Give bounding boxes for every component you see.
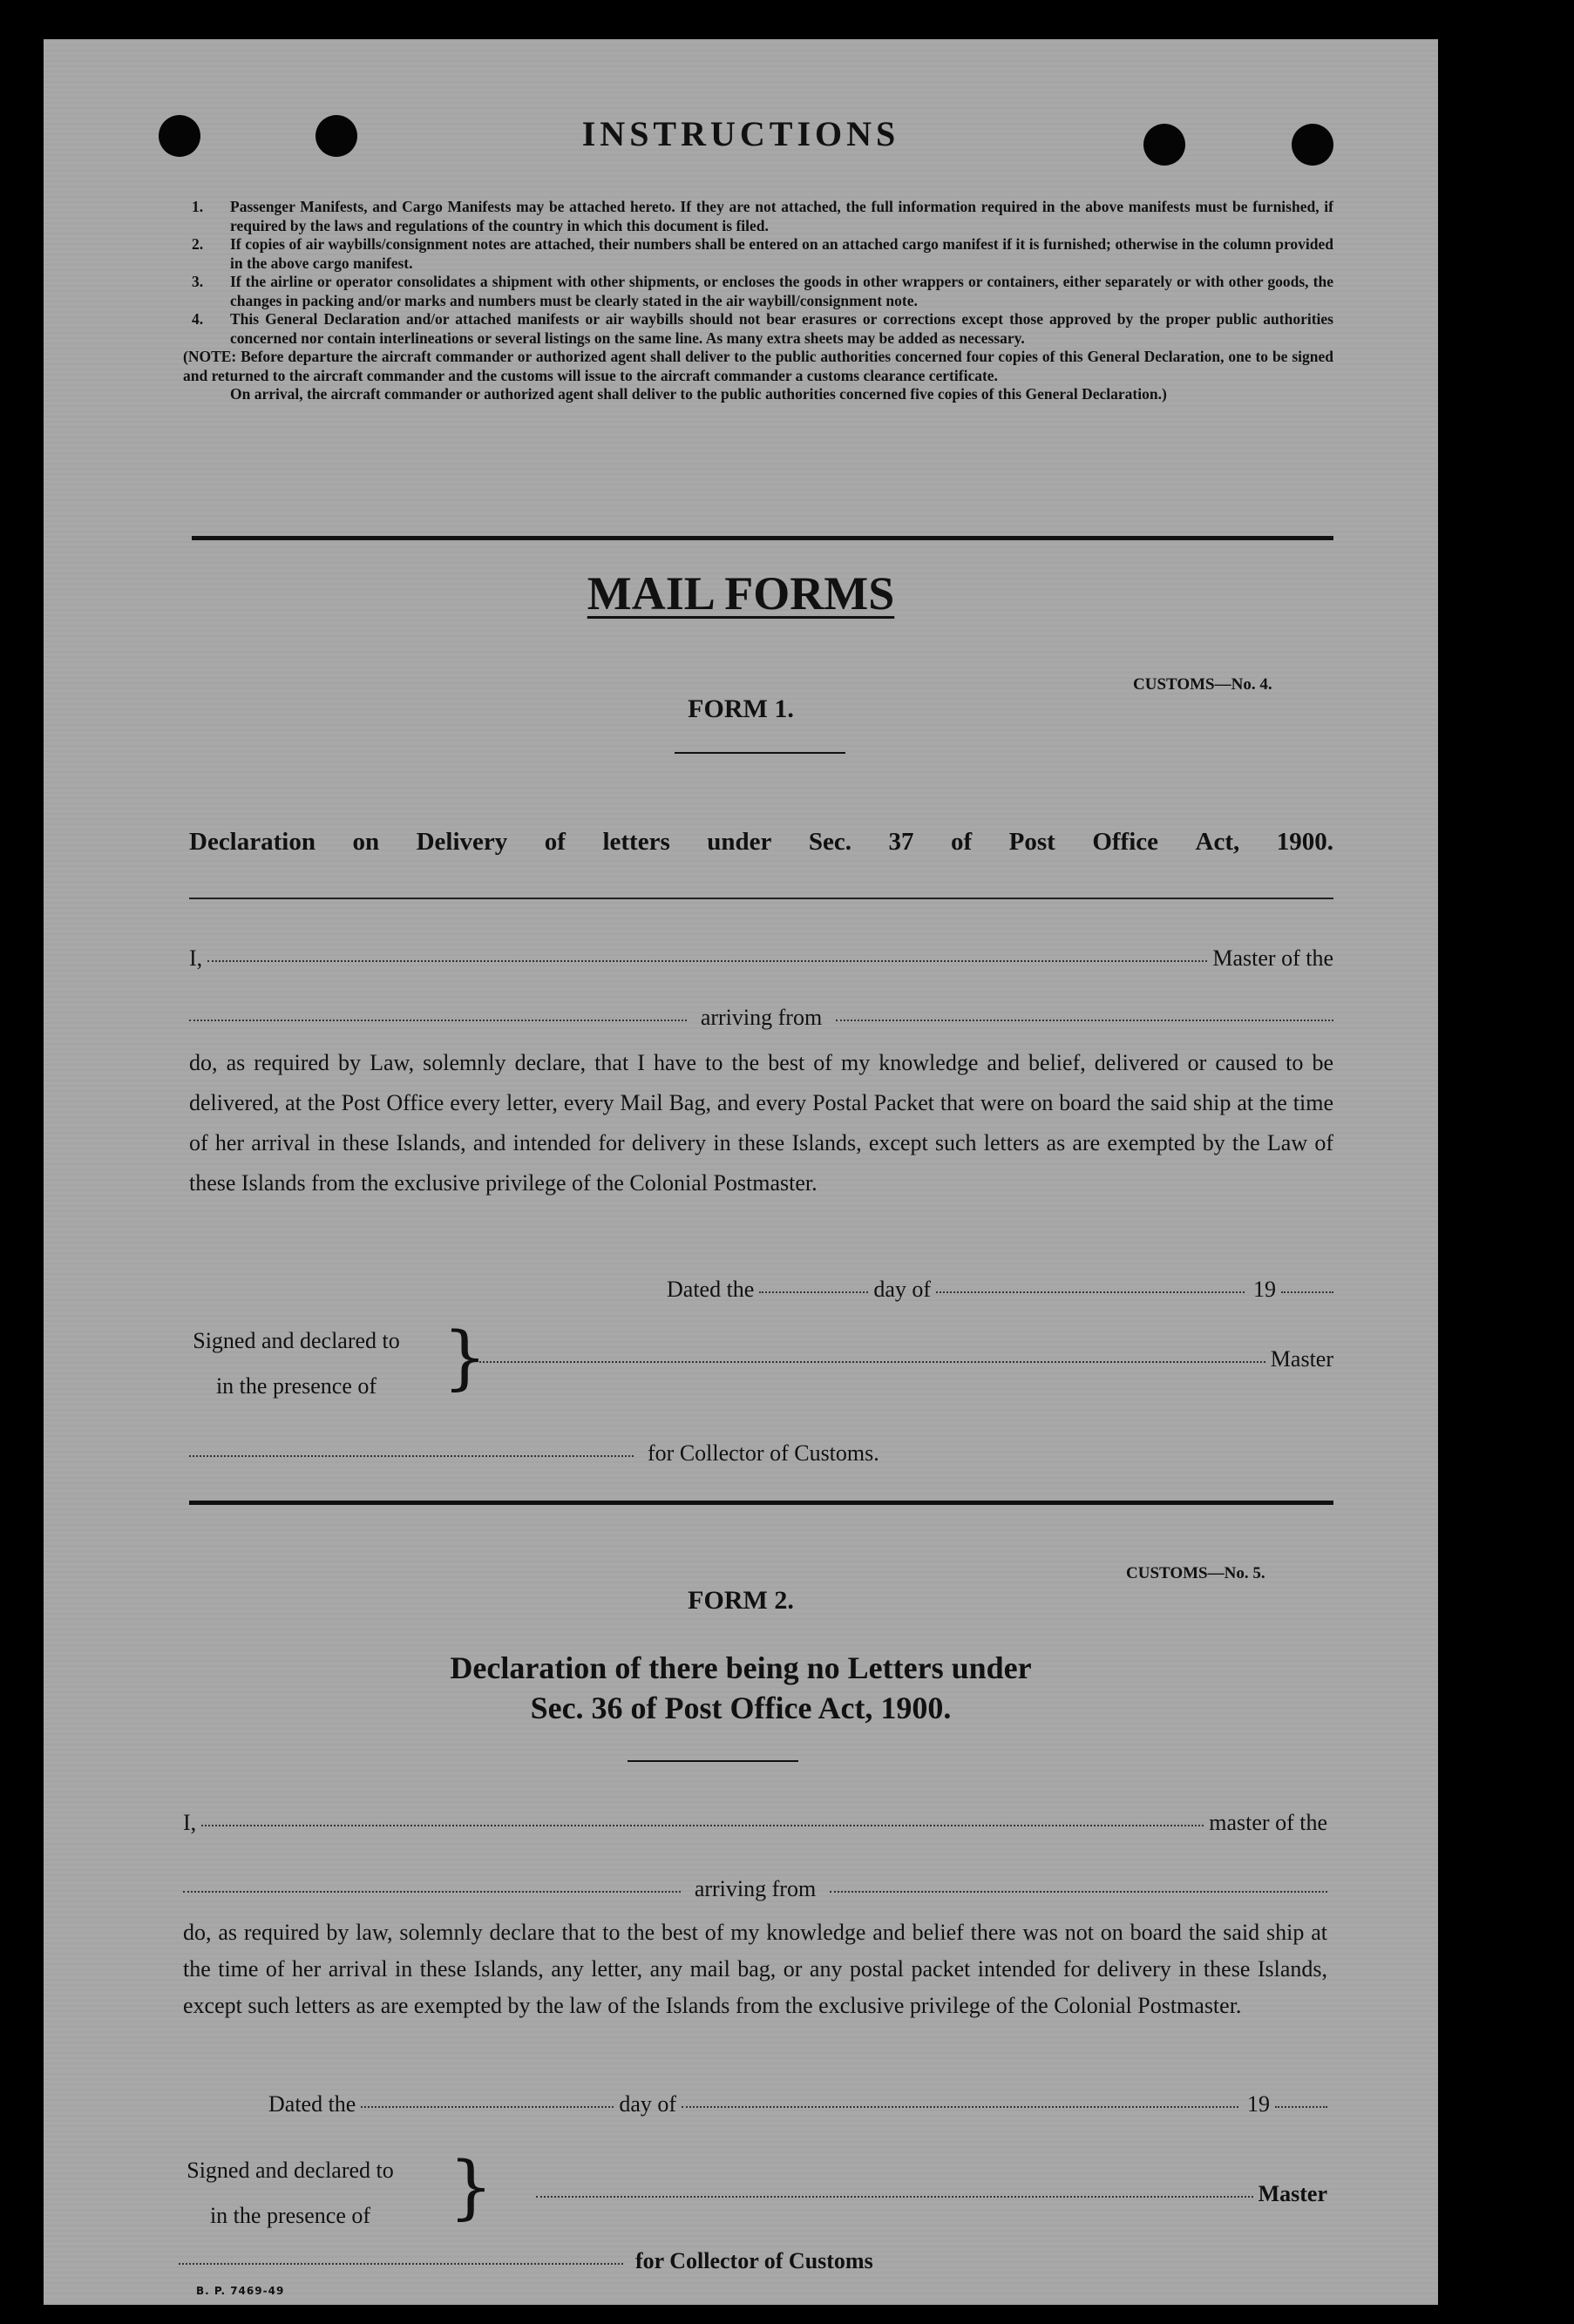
print-code: B. P. 7469-49 [196,2285,285,2297]
form1-underline [675,752,845,754]
form1-name-field[interactable] [207,959,1207,962]
instruction-note-arrival: On arrival, the aircraft commander or authorized agent shall deliver to the public authorities concerned five copies of this General Declaration.) [230,385,1167,403]
form1-title-rule [189,898,1333,899]
form2-underline [628,1760,798,1762]
form1-declaration-title: Declaration on Delivery of letters under Sec. 37 of Post Office Act, 1900. [189,828,1333,856]
form2-label: FORM 2. [688,1586,794,1615]
form1-declaration-body: do, as required by Law, solemnly declare, that I have to the best of my knowledge and belief, delivered or caused to be delivered, at the Post Office every letter, every Mail Bag, and every Postal Packet that were on board the said ship at the time of her arrival in these Islands, and intended for delivery in these Islands, except such letters as are exempted by the Law of these Islands from the exclusive privilege of the Colonial Postmaster. [189,1050,1333,1196]
form2-brace: } [449,2146,493,2227]
form2-master-line: I, master of the [183,1810,1327,1835]
form1-label: FORM 1. [688,694,794,723]
form2-master-signature-line: Master [536,2181,1327,2207]
form2-customs-number: CUSTOMS—No. 5. [1126,1564,1265,1582]
form2-master-signature-field[interactable] [536,2195,1253,2198]
mail-forms-title: MAIL FORMS [587,567,895,620]
form1-day-field[interactable] [759,1291,868,1293]
instructions-list [183,198,1333,404]
form1-month-field[interactable] [936,1291,1245,1293]
form1-master-signature-line: Master [479,1346,1333,1372]
form1-year-field[interactable] [1281,1291,1333,1293]
form2-day-field[interactable] [361,2105,614,2108]
form1-master-line: I, Master of the [189,945,1333,971]
form2-arriving-line: arriving from [183,1876,1327,1902]
form2-dated-line: Dated the day of 19 [268,2091,1327,2117]
form2-month-field[interactable] [682,2105,1238,2108]
form2-collector-field[interactable] [179,2262,623,2265]
form2-signed-label: Signed and declared to in the presence of [187,2158,394,2228]
section-divider [192,536,1333,540]
form1-signed-label: Signed and declared to in the presence of [193,1328,400,1399]
instruction-item: 2. If copies of air waybills/consignment notes are attached, their numbers shall be entered on an attached cargo manifest if it is furnished; otherwise in the column provided in the above cargo manifest. [192,235,1333,272]
form1-master-signature-field[interactable] [479,1360,1265,1363]
form2-origin-field[interactable] [830,1890,1327,1893]
form1-origin-field[interactable] [836,1019,1333,1021]
form2-year-field[interactable] [1275,2105,1327,2108]
form1-collector-field[interactable] [189,1454,634,1457]
form-divider [189,1501,1333,1505]
instruction-item: 3. If the airline or operator consolidates a shipment with other shipments, or encloses the goods in other wrappers or containers, either separately or with other goods, the changes in packing and/or marks and numbers must be clearly stated in the air waybill/consignment note. [192,273,1333,309]
form1-ship-field[interactable] [189,1019,687,1021]
instruction-item: 4. This General Declaration and/or attached manifests or air waybills should not bear erasures or corrections except those approved by the proper public authorities concerned nor contain interlineations or several listings on the same line. As many extra sheets may be added as necessary. [192,310,1333,347]
form2-name-field[interactable] [201,1824,1204,1826]
form1-arriving-line: arriving from [189,1005,1333,1031]
form2-declaration-title: Declaration of there being no Letters under Sec. 36 of Post Office Act, 1900. [450,1650,1032,1725]
form2-collector-line: for Collector of Customs [179,2248,963,2274]
form2-ship-field[interactable] [183,1890,681,1893]
instruction-note: (NOTE: Before departure the aircraft commander or authorized agent shall deliver to the public authorities concerned four copies of this General Declaration, one to be signed and returned to the aircraft commander and the customs will issue to the aircraft commander a customs clearance certificate. [183,348,1333,384]
form1-collector-line: for Collector of Customs. [189,1440,974,1467]
form1-dated-line: Dated the day of 19 [667,1277,1333,1303]
instructions-title: INSTRUCTIONS [581,114,900,153]
document-page [44,39,1438,2305]
form1-customs-number: CUSTOMS—No. 4. [1133,675,1272,694]
instruction-item: 1. Passenger Manifests, and Cargo Manifests may be attached hereto. If they are not attached, the full information required in the above manifests must be furnished, if required by the laws and regulations of the country in which this document is filed. [192,198,1333,234]
form1-brace: } [443,1317,487,1398]
form2-declaration-body: do, as required by law, solemnly declare that to the best of my knowledge and belief there was not on board the said ship at the time of her arrival in these Islands, any letter, any mail bag, or any postal packet intended for delivery in these Islands, except such letters as are exempted by the law of the Islands from the exclusive privilege of the Colonial Postmaster. [183,1920,1327,2018]
